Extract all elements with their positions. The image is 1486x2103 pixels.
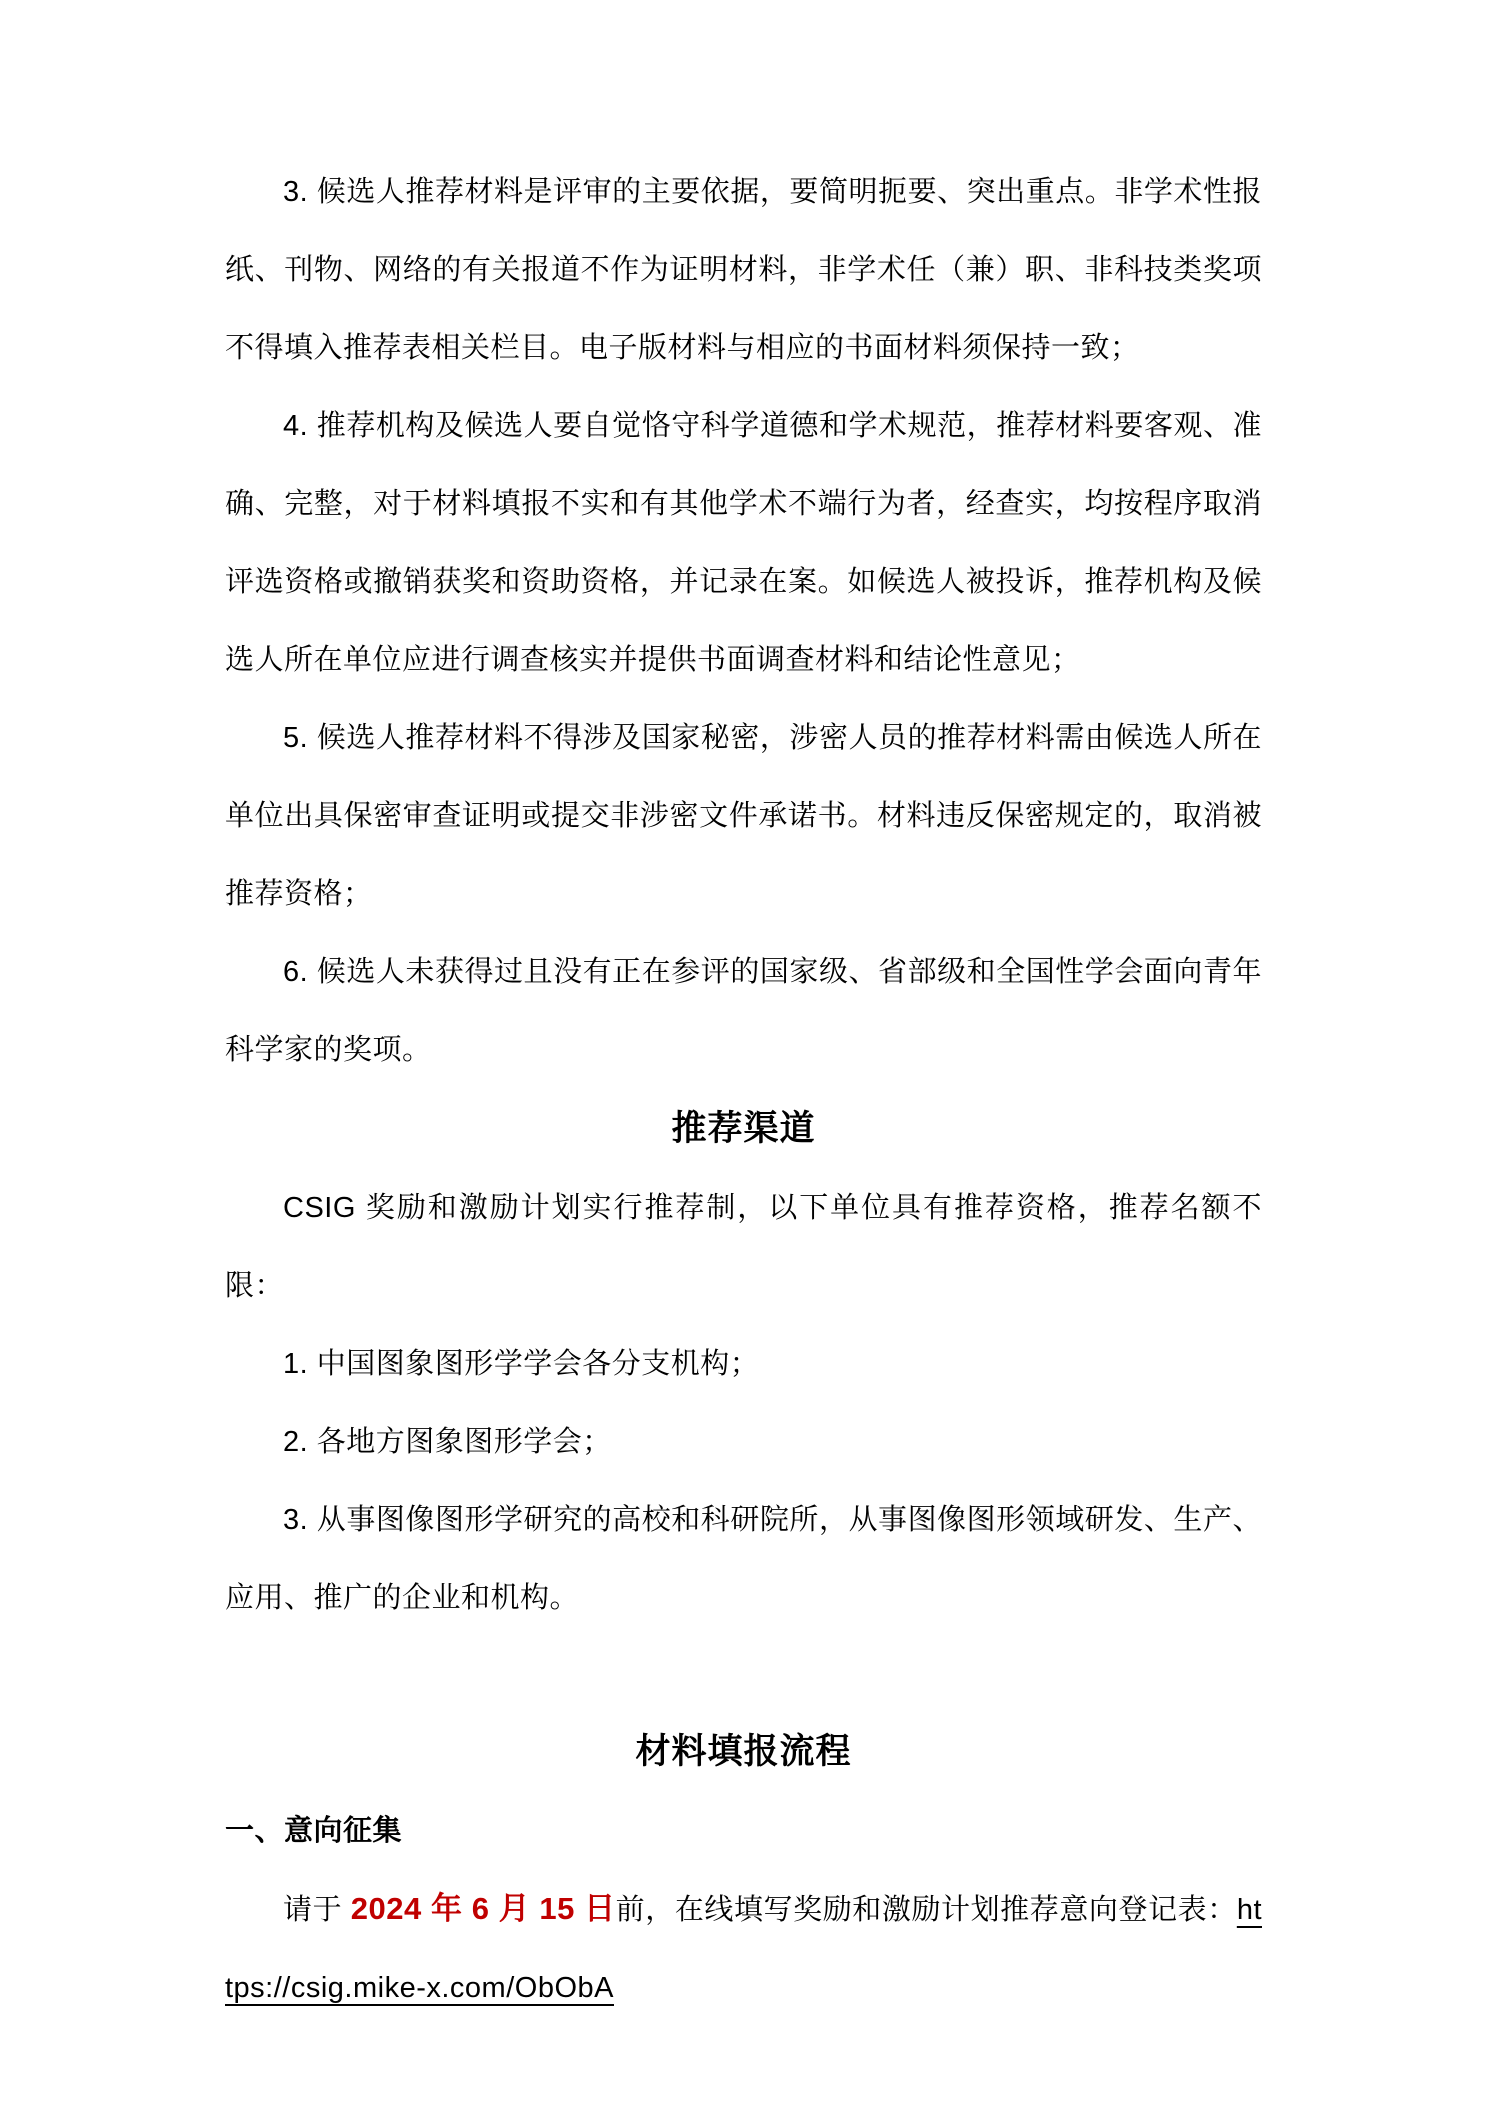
section-title-recommendation-channels: 推荐渠道 — [671, 1109, 816, 1148]
notes-section — [225, 153, 1262, 1089]
deadline-date: 2024 年 6 月 15 日 — [350, 1891, 616, 1926]
channel-item-3: 3. 从事图像图形学研究的高校和科研院所，从事图像图形领域研发、生产、应用、推广的企业和机构。 — [225, 1504, 1262, 1614]
note-paragraph-3: 3. 候选人推荐材料是评审的主要依据，要简明扼要、突出重点。非学术性报纸、刊物、网络的有关报道不作为证明材料，非学术任（兼）职、非科技类奖项不得填入推荐表相关栏目。电子版材料与相应的书面材料须保持一致； — [225, 176, 1262, 364]
section-title-material-submission-process: 材料填报流程 — [635, 1732, 852, 1771]
sentence-prefix: 请于 — [283, 1894, 351, 1926]
registration-sentence — [225, 1870, 1262, 2027]
registration-form-link[interactable]: https://csig.mike-x.com/ObObA — [225, 1894, 1262, 2004]
channel-item-1: 1. 中国图象图形学学会各分支机构； — [283, 1348, 760, 1380]
sentence-suffix: 前，在线填写奖励和激励计划推荐意向登记表： — [615, 1894, 1237, 1926]
subsection-heading-intention-collection: 一、意向征集 — [225, 1815, 403, 1847]
material-submission-section — [225, 1792, 1262, 2027]
note-paragraph-4: 4. 推荐机构及候选人要自觉恪守科学道德和学术规范，推荐材料要客观、准确、完整，对于材料填报不实和有其他学术不端行为者，经查实，均按程序取消评选资格或撤销获奖和资助资格，并记录在案。如候选人被投诉，推荐机构及候选人所在单位应进行调查核实并提供书面调查材料和结论性意见； — [225, 410, 1262, 676]
channels-intro: CSIG 奖励和激励计划实行推荐制，以下单位具有推荐资格，推荐名额不限： — [225, 1192, 1262, 1302]
note-paragraph-6: 6. 候选人未获得过且没有正在参评的国家级、省部级和全国性学会面向青年科学家的奖项。 — [225, 956, 1262, 1066]
channel-item-2: 2. 各地方图象图形学会； — [283, 1426, 612, 1458]
recommendation-channels-section — [225, 1169, 1262, 1637]
note-paragraph-5: 5. 候选人推荐材料不得涉及国家秘密，涉密人员的推荐材料需由候选人所在单位出具保密审查证明或提交非涉密文件承诺书。材料违反保密规定的，取消被推荐资格； — [225, 722, 1262, 910]
